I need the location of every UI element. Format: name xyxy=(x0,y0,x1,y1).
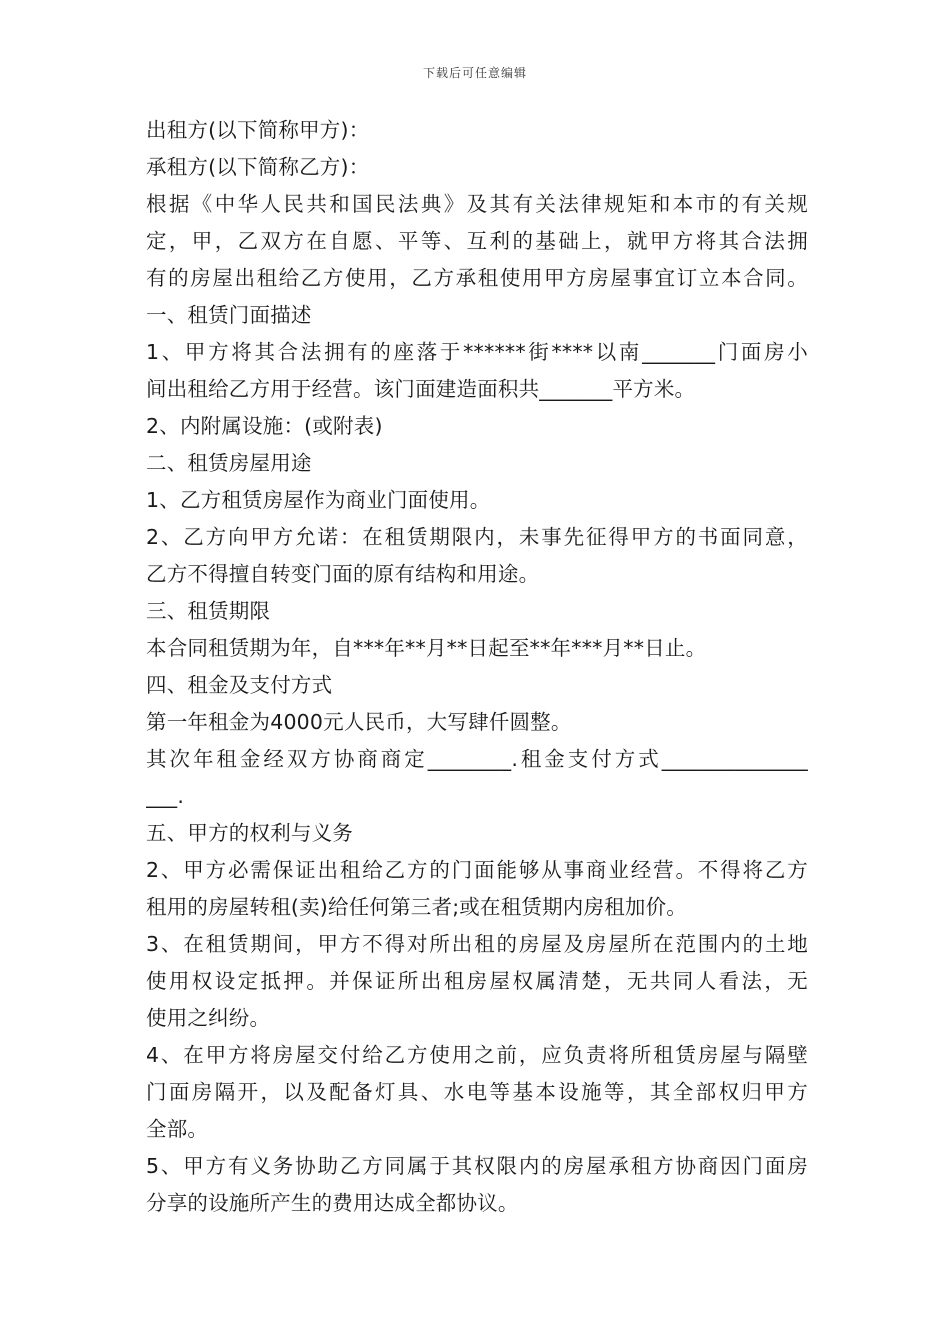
document-line: 2、内附属设施：(或附表) xyxy=(146,414,383,438)
document-line: 2、乙方向甲方允诺：在租赁期限内，未事先征得甲方的书面同意， xyxy=(146,525,808,549)
document-line: 其次年租金经双方协商商定________.租金支付方式______________ xyxy=(146,747,808,771)
document-line: 5、甲方有义务协助乙方同属于其权限内的房屋承租方协商因门面房 xyxy=(146,1154,808,1178)
document-line: 间出租给乙方用于经营。该门面建造面积共_______平方米。 xyxy=(146,377,696,401)
document-line: 三、租赁期限 xyxy=(146,599,271,623)
document-line: 1、乙方租赁房屋作为商业门面使用。 xyxy=(146,488,491,512)
document-line: 出租方(以下简称甲方)： xyxy=(146,118,370,142)
document-line: 定，甲，乙双方在自愿、平等、互利的基础上，就甲方将其合法拥 xyxy=(146,229,808,253)
document-line: 1、甲方将其合法拥有的座落于******街****以南_______门面房小 xyxy=(146,340,808,364)
page-header: 下载后可任意编辑 xyxy=(422,66,527,80)
document-line: 四、租金及支付方式 xyxy=(146,673,333,697)
document-line: 分享的设施所产生的费用达成全都协议。 xyxy=(146,1191,519,1215)
document-line: 租用的房屋转租(卖)给任何第三者;或在租赁期内房租加价。 xyxy=(146,895,688,919)
document-line: 2、甲方必需保证出租给乙方的门面能够从事商业经营。不得将乙方 xyxy=(146,858,808,882)
document-line: 使用权设定抵押。并保证所出租房屋权属清楚，无共同人看法，无 xyxy=(146,969,808,993)
document-line: 二、租赁房屋用途 xyxy=(146,451,312,475)
document-line: 使用之纠纷。 xyxy=(146,1006,271,1030)
document-line: 第一年租金为4000元人民币，大写肆仟圆整。 xyxy=(146,710,572,734)
document-line: 有的房屋出租给乙方使用，乙方承租使用甲方房屋事宜订立本合同。 xyxy=(146,266,808,290)
document-line: ___. xyxy=(146,784,185,808)
document-line: 全部。 xyxy=(146,1117,209,1141)
document-line: 4、在甲方将房屋交付给乙方使用之前，应负责将所租赁房屋与隔壁 xyxy=(146,1043,808,1067)
document-line: 一、租赁门面描述 xyxy=(146,303,312,327)
document-line: 乙方不得擅自转变门面的原有结构和用途。 xyxy=(146,562,540,586)
document-line: 根据《中华人民共和国民法典》及其有关法律规矩和本市的有关规 xyxy=(146,192,808,216)
document-line: 门面房隔开，以及配备灯具、水电等基本设施等，其全部权归甲方 xyxy=(146,1080,808,1104)
document-body xyxy=(146,112,808,1222)
document-line: 本合同租赁期为年，自***年**月**日起至**年***月**日止。 xyxy=(146,636,707,660)
document-line: 承租方(以下简称乙方)： xyxy=(146,155,370,179)
document-line: 3、在租赁期间，甲方不得对所出租的房屋及房屋所在范围内的土地 xyxy=(146,932,808,956)
document-line: 五、甲方的权利与义务 xyxy=(146,821,353,845)
